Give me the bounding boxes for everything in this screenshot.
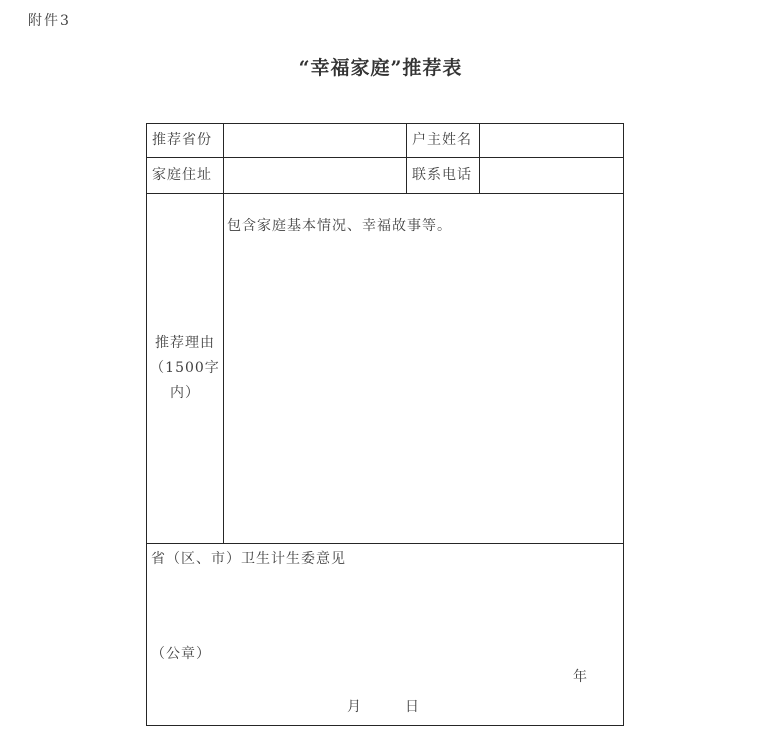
- field-label-contact-phone: 联系电话: [407, 158, 480, 194]
- table-row-address-phone: [147, 158, 624, 194]
- field-label-householder-name: 户主姓名: [407, 124, 480, 158]
- reason-label-line-3: 内）: [170, 385, 200, 401]
- date-day-label: 日: [405, 699, 420, 715]
- reason-label: [147, 194, 224, 544]
- opinion-label: 省（区、市）卫生计生委意见: [151, 551, 346, 567]
- reason-hint-text: 包含家庭基本情况、幸福故事等。: [227, 218, 452, 234]
- field-label-home-address: 家庭住址: [147, 158, 224, 194]
- recommendation-form-table: [146, 123, 624, 726]
- official-seal-placeholder: （公章）: [151, 646, 211, 662]
- table-row-opinion: [147, 544, 624, 726]
- reason-label-line-1: 推荐理由: [155, 335, 215, 351]
- date-month-day-line: [347, 698, 420, 717]
- attachment-label: 附件3: [28, 13, 71, 29]
- field-label-province: 推荐省份: [147, 124, 224, 158]
- reason-label-line-2: （1500字: [150, 360, 220, 376]
- date-year-label: 年: [573, 669, 588, 685]
- table-row-province-name: [147, 124, 624, 158]
- opinion-input-cell[interactable]: [147, 544, 624, 726]
- date-month-label: 月: [347, 699, 362, 715]
- field-input-householder-name[interactable]: [480, 124, 624, 158]
- reason-input-cell[interactable]: [224, 194, 624, 544]
- page-title: “幸福家庭”推荐表: [298, 57, 463, 79]
- field-input-province[interactable]: [224, 124, 407, 158]
- field-input-contact-phone[interactable]: [480, 158, 624, 194]
- field-input-home-address[interactable]: [224, 158, 407, 194]
- table-row-reason: [147, 194, 624, 544]
